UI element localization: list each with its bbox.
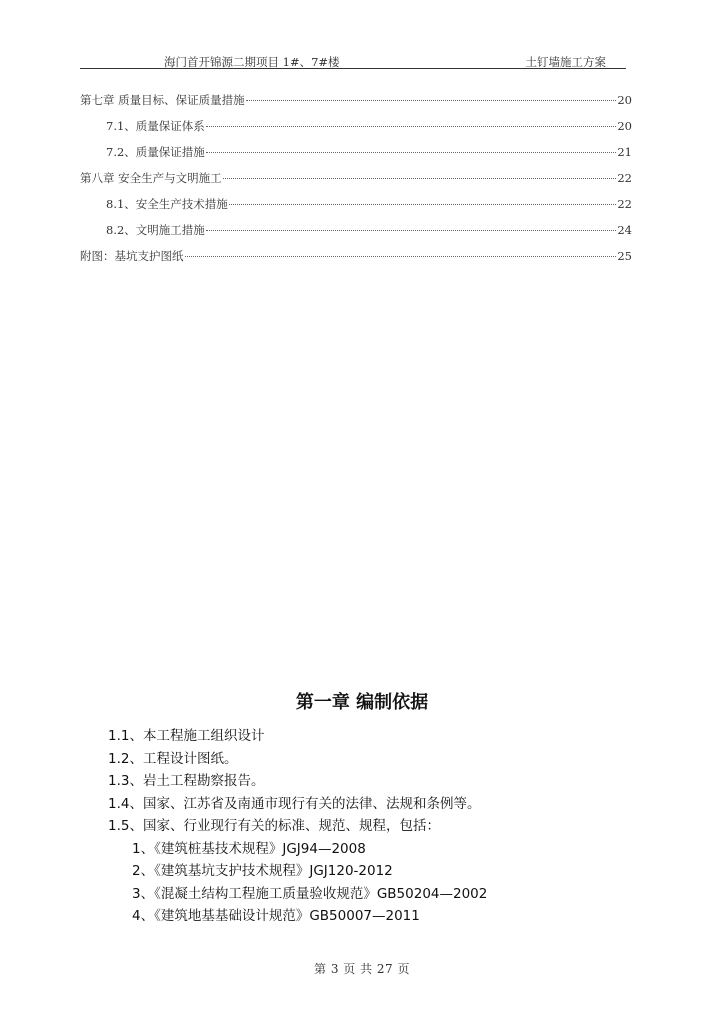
toc-leader-dots bbox=[229, 204, 617, 205]
standard-item: 1、《建筑桩基技术规程》JGJ94—2008 bbox=[132, 840, 366, 857]
toc-entry-title: 7.1、质量保证体系 bbox=[106, 119, 205, 133]
toc-entry-title: 第八章 安全生产与文明施工 bbox=[80, 171, 222, 185]
toc-entry-8-1[interactable] bbox=[80, 196, 632, 222]
toc-entry-page: 22 bbox=[617, 171, 632, 185]
toc-entry-chapter-8[interactable] bbox=[80, 170, 632, 196]
toc-entry-page: 20 bbox=[617, 119, 632, 133]
toc-entry-title: 8.1、安全生产技术措施 bbox=[106, 197, 228, 211]
list-item: 1.4、国家、江苏省及南通市现行有关的法律、法规和条例等。 bbox=[108, 795, 481, 812]
header-project-name: 海门首开锦源二期项目 1#、7#楼 bbox=[164, 55, 340, 69]
toc-entry-page: 25 bbox=[617, 249, 632, 263]
toc-entry-page: 21 bbox=[617, 145, 632, 159]
header-document-title: 土钉墙施工方案 bbox=[525, 55, 606, 69]
toc-entry-page: 22 bbox=[617, 197, 632, 211]
list-item: 1.1、本工程施工组织设计 bbox=[108, 728, 265, 744]
toc-entry-title: 第七章 质量目标、保证质量措施 bbox=[80, 93, 245, 107]
table-of-contents bbox=[80, 92, 632, 274]
toc-leader-dots bbox=[206, 152, 617, 153]
toc-entry-7-1[interactable] bbox=[80, 118, 632, 144]
toc-leader-dots bbox=[246, 100, 617, 101]
list-item: 1.5、国家、行业现行有关的标准、规范、规程，包括： bbox=[108, 818, 440, 834]
toc-entry-page: 24 bbox=[617, 223, 632, 237]
header-rule bbox=[80, 68, 626, 69]
toc-entry-appendix[interactable] bbox=[80, 248, 632, 274]
standard-item: 4、《建筑地基基础设计规范》GB50007—2011 bbox=[132, 908, 420, 924]
toc-leader-dots bbox=[206, 126, 617, 127]
toc-leader-dots bbox=[223, 178, 617, 179]
list-item: 1.3、岩土工程勘察报告。 bbox=[108, 773, 265, 789]
toc-entry-chapter-7[interactable] bbox=[80, 92, 632, 118]
basis-list bbox=[108, 724, 668, 927]
standard-item: 2、《建筑基坑支护技术规程》JGJ120-2012 bbox=[132, 863, 393, 879]
toc-entry-title: 7.2、质量保证措施 bbox=[106, 145, 205, 159]
toc-leader-dots bbox=[206, 230, 617, 231]
toc-entry-8-2[interactable] bbox=[80, 222, 632, 248]
toc-entry-7-2[interactable] bbox=[80, 144, 632, 170]
standard-item: 3、《混凝土结构工程施工质量验收规范》GB50204—2002 bbox=[132, 885, 488, 902]
toc-entry-page: 20 bbox=[617, 93, 632, 107]
chapter-title: 第一章 编制依据 bbox=[295, 692, 429, 713]
toc-entry-title: 附图：基坑支护图纸 bbox=[80, 249, 184, 263]
list-item: 1.2、工程设计图纸。 bbox=[108, 750, 238, 767]
toc-entry-title: 8.2、文明施工措施 bbox=[106, 223, 205, 237]
toc-leader-dots bbox=[185, 256, 617, 257]
page-footer: 第 3 页 共 27 页 bbox=[314, 962, 410, 976]
